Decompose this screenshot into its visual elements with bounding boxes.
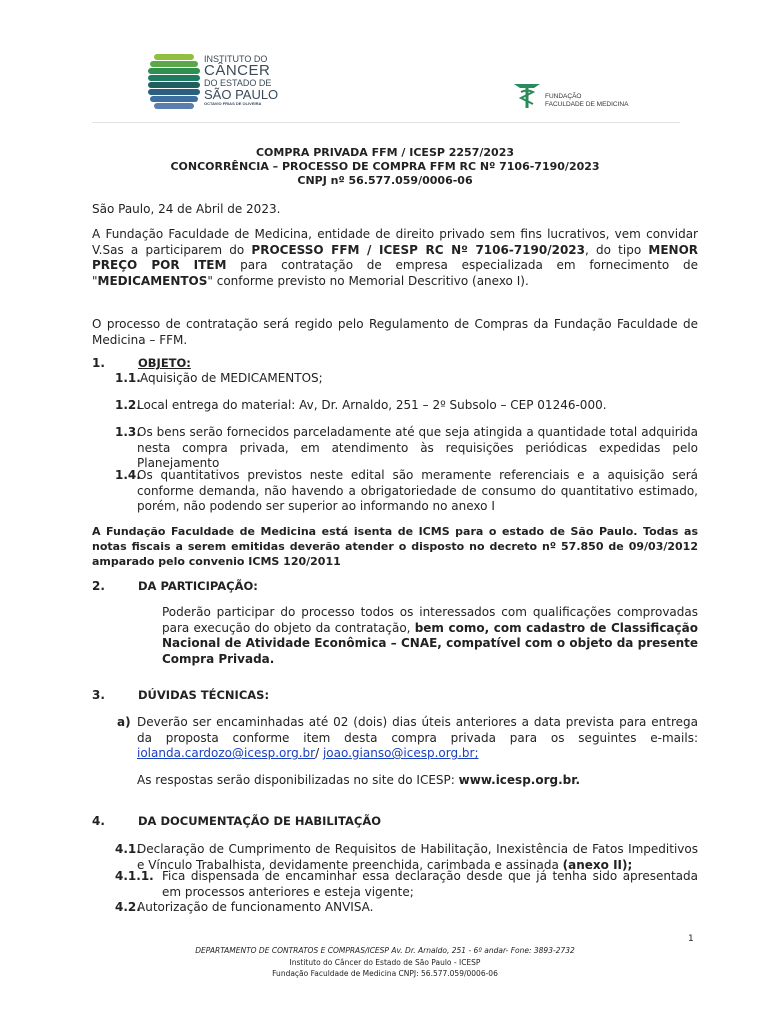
section2-bold-text: bem como, com cadastro de Classificação Nacional de Atividade Econômica – CNAE, compatível com o objeto da presente Compra Privada. <box>162 620 698 666</box>
section3-responses <box>137 773 580 789</box>
icms-notice: A Fundação Faculdade de Medicina está isenta de ICMS para o estado de São Paulo. Todas as notas fiscais a serem emitidas deverão atender o disposto no decreto nº 57.850 de 09/03/2012 amparado pelo convenio ICMS 120/2011 <box>92 525 698 568</box>
item-4-1-1-number: 4.1.1. <box>115 869 154 883</box>
intro-text-3: para contratação de empresa especializada em fornecimento de " <box>92 258 698 288</box>
section2-title: DA PARTICIPAÇÃO: <box>138 579 258 593</box>
item-1-4-text: Os quantitativos previstos neste edital são meramente referenciais e a aquisição será conforme demanda, não havendo a obrigatoriedade de consumo do quantitativo estimado, porém, não podendo ser superior ao informando no anexo I <box>137 468 698 513</box>
icesp-site-link[interactable]: www.icesp.org.br. <box>458 773 581 787</box>
document-date: São Paulo, 24 de Abril de 2023. <box>92 202 281 216</box>
footer-line1: DEPARTAMENTO DE CONTRATOS E COMPRAS/ICESP Av. Dr. Arnaldo, 251 - 6º andar- Fone: 3893-2732 <box>195 946 575 955</box>
item-4-2-text: Autorização de funcionamento ANVISA. <box>137 900 374 914</box>
item-1-2-text: Local entrega do material: Av, Dr. Arnaldo, 251 – 2º Subsolo – CEP 01246-000. <box>137 398 607 412</box>
item-4-1-annex: (anexo II); <box>562 857 633 872</box>
item-1-2-number: 1.2. <box>115 398 141 412</box>
footer-line3: Fundação Faculdade de Medicina CNPJ: 56.577.059/0006-06 <box>272 969 498 978</box>
footer-line2: Instituto do Câncer do Estado de São Paulo - ICESP <box>289 958 481 967</box>
header-line3: CNPJ nº 56.577.059/0006-06 <box>297 174 473 187</box>
section2-paragraph <box>162 605 698 667</box>
intro-text-4: " conforme previsto no Memorial Descritivo (anexo I). <box>207 273 529 288</box>
section2-number: 2. <box>92 579 105 593</box>
section4-number: 4. <box>92 814 105 828</box>
intro-bold-process: PROCESSO FFM / ICESP RC Nº 7106-7190/2023 <box>251 242 586 257</box>
section3-number: 3. <box>92 688 105 702</box>
item-1-4-number: 1.4. <box>115 468 141 482</box>
section3-a-body: Deverão ser encaminhadas até 02 (dois) dias úteis anteriores a data prevista para entrega da proposta conforme item desta compra privada para os seguintes e-mails: <box>137 715 698 745</box>
section2-text: Poderão participar do processo todos os interessados com qualificações comprovadas para execução do objeto da contratação, <box>162 605 698 635</box>
ffm-logo <box>512 80 662 112</box>
icesp-logo-mark-icon <box>148 54 200 112</box>
item-1-3-number: 1.3. <box>115 425 141 439</box>
page-number: 1 <box>688 934 694 944</box>
email-link-iolanda[interactable]: iolanda.cardozo@icesp.org.br <box>137 746 316 760</box>
intro-bold-medicamentos: MEDICAMENTOS <box>97 273 208 288</box>
regulamento-paragraph: O processo de contratação será regido pelo Regulamento de Compras da Fundação Faculdade de Medicina – FFM. <box>92 317 698 347</box>
section1-title: OBJETO: <box>138 356 191 370</box>
section3-title: DÚVIDAS TÉCNICAS: <box>138 688 270 702</box>
icesp-logo-line1: INSTITUTO DO <box>204 54 268 64</box>
ffm-logo-line1: FUNDAÇÃO <box>545 93 582 100</box>
intro-paragraph <box>92 227 698 289</box>
icesp-logo-line3: DO ESTADO DE <box>204 78 272 88</box>
header-divider <box>92 122 680 123</box>
item-4-1-number: 4.1. <box>115 842 141 856</box>
header-line1: COMPRA PRIVADA FFM / ICESP 2257/2023 <box>255 146 515 159</box>
intro-text-1: A Fundação Faculdade de Medicina, entidade de direito privado sem fins lucrativos, vem convidar V.Sas a participarem do <box>92 227 698 257</box>
icesp-logo-line4: SÃO PAULO <box>204 87 279 102</box>
icesp-logo-line2: CÂNCER <box>204 62 271 79</box>
item-4-1-1-text: Fica dispensada de encaminhar essa declaração desde que já tenha sido apresentada em processos anteriores e esteja vigente; <box>162 869 698 899</box>
section3-item-a-text <box>137 715 698 762</box>
section4-title: DA DOCUMENTAÇÃO DE HABILITAÇÃO <box>138 814 381 828</box>
item-1-3-text: Os bens serão fornecidos parceladamente até que seja atingida a quantidade total adquirida nesta compra privada, em atendimento às requisições periódicas expedidas pelo Planejamento <box>137 425 698 470</box>
item-4-1-body: Declaração de Cumprimento de Requisitos de Habilitação, Inexistência de Fatos Impeditivos e Vínculo Trabalhista, devidamente preenchida, carimbada e assinada <box>137 842 698 872</box>
intro-text-2: , do tipo <box>585 242 649 257</box>
section3-responses-text: As respostas serão disponibilizadas no site do ICESP: <box>137 773 459 787</box>
section1-number: 1. <box>92 356 105 370</box>
ffm-logo-line2: FACULDADE DE MEDICINA <box>545 101 629 108</box>
intro-bold-type: MENOR PREÇO POR ITEM <box>92 242 699 272</box>
ffm-caduceus-icon <box>512 80 542 110</box>
email-separator: / <box>315 746 323 760</box>
header-line2: CONCORRÊNCIA – PROCESSO DE COMPRA FFM RC Nº 7106-7190/2023 <box>170 160 600 173</box>
email-link-joao[interactable]: joao.gianso@icesp.org.br; <box>322 746 479 760</box>
item-1-1-number: 1.1. <box>115 371 141 385</box>
icesp-logo <box>148 52 298 114</box>
icesp-logo-line5: OCTAVIO FRIAS DE OLIVEIRA <box>204 101 262 106</box>
item-1-1-text: Aquisição de MEDICAMENTOS; <box>140 371 323 385</box>
item-4-2-number: 4.2. <box>115 900 141 914</box>
section3-item-a-label: a) <box>117 715 131 729</box>
